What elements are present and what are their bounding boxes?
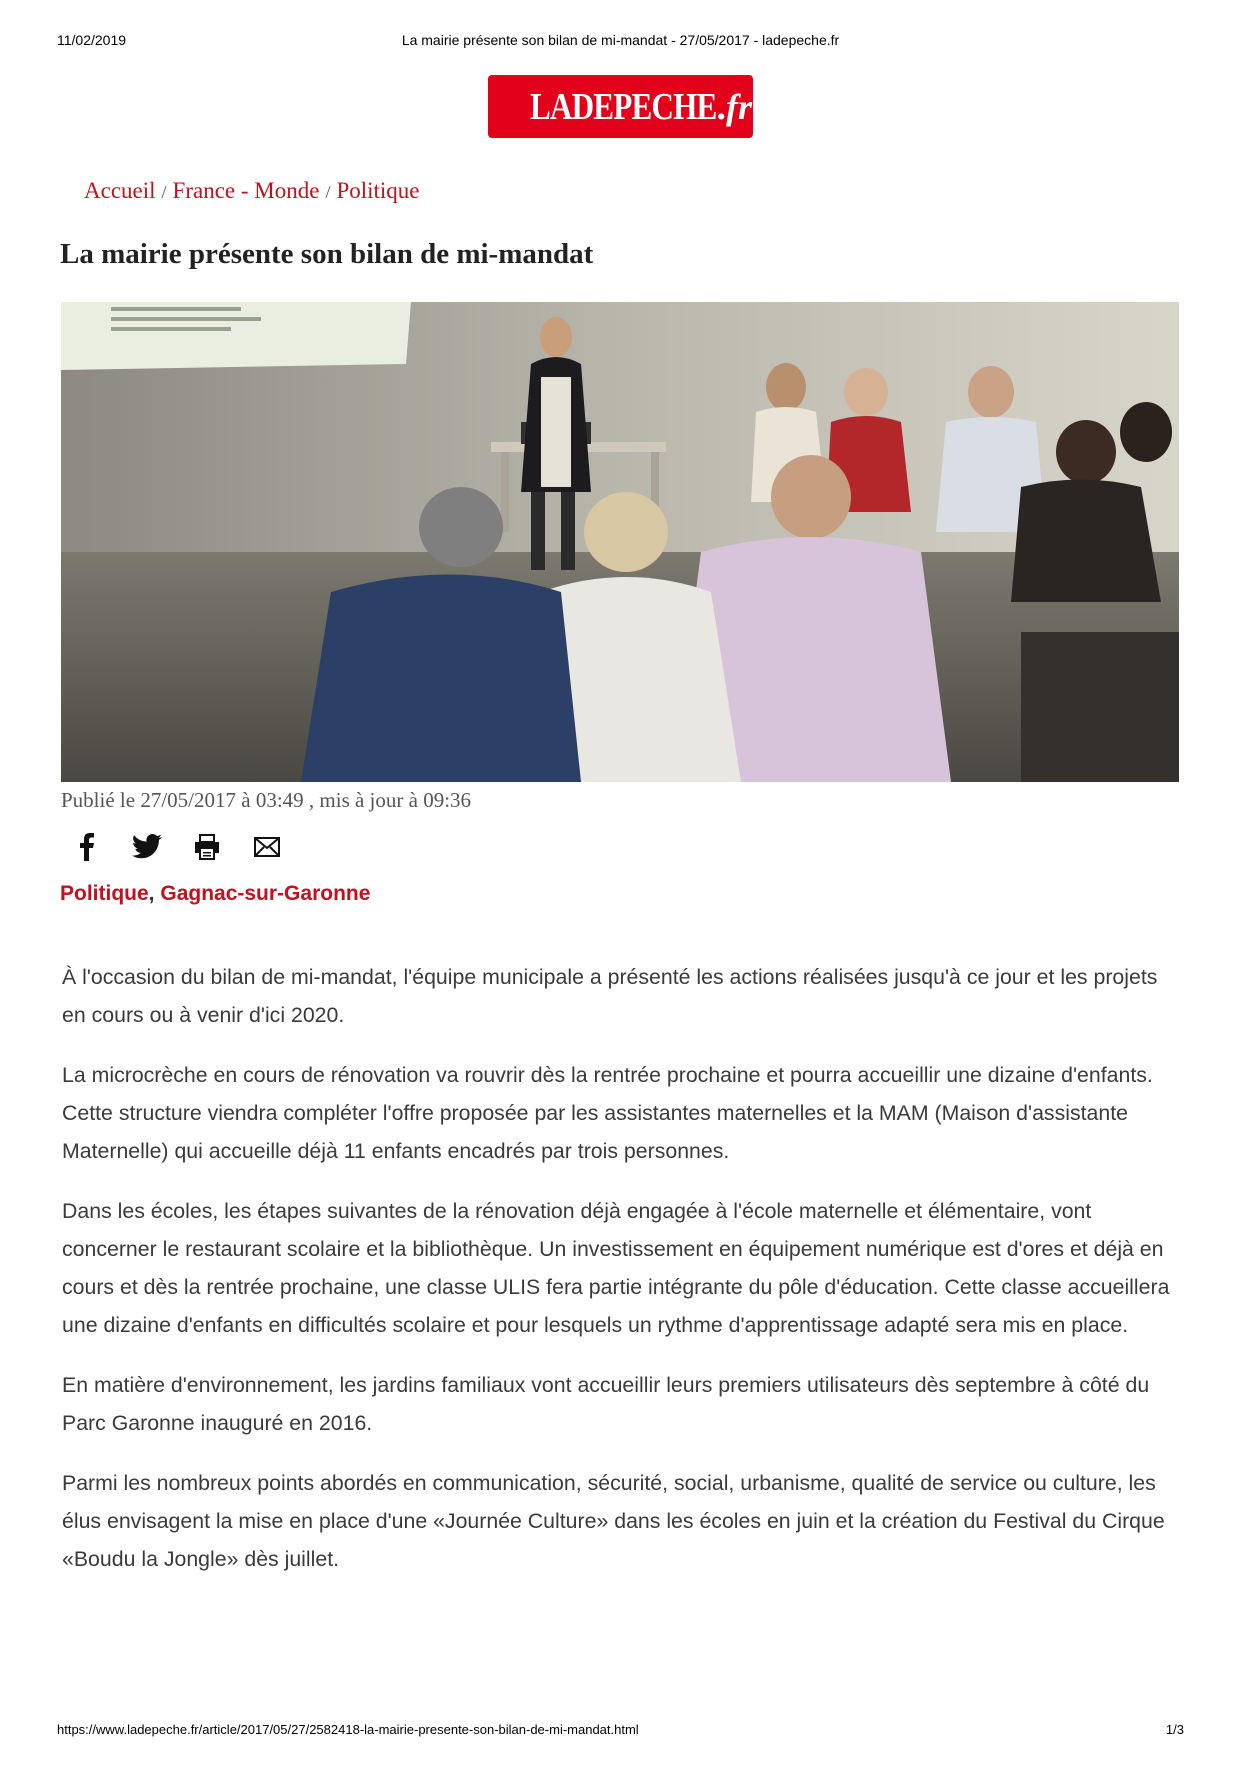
article-paragraph: Parmi les nombreux points abordés en communication, sécurité, social, urbanisme, qualité de service ou culture, les élus envisagent la mise en place d'une «Journée Culture» dans les écoles en juin et la création du Festival du Cirque «Boudu la Jongle» dès juillet.: [62, 1471, 1165, 1571]
article-tags: [60, 882, 370, 906]
breadcrumb-item-accueil[interactable]: Accueil: [84, 178, 156, 203]
tag-politique[interactable]: Politique: [60, 882, 149, 905]
article-paragraph: En matière d'environnement, les jardins familiaux vont accueillir leurs premiers utilisateurs dès septembre à côté du Parc Garonne inauguré en 2016.: [62, 1373, 1150, 1435]
breadcrumb-separator: /: [161, 182, 167, 202]
facebook-icon[interactable]: [72, 832, 102, 862]
publication-date: Publié le 27/05/2017 à 03:49 , mis à jour à 09:36: [61, 788, 472, 812]
logo-main-text: LADEPECHE: [529, 85, 717, 128]
breadcrumb-item-politique[interactable]: Politique: [336, 178, 420, 203]
print-title: La mairie présente son bilan de mi-mandat - 27/05/2017 - ladepeche.fr: [401, 32, 840, 48]
article-body: [62, 958, 1184, 1600]
email-icon[interactable]: [252, 832, 282, 862]
tag-gagnac-sur-garonne[interactable]: Gagnac-sur-Garonne: [160, 882, 371, 905]
print-icon[interactable]: [192, 832, 222, 862]
page-url: https://www.ladepeche.fr/article/2017/05/27/2582418-la-mairie-presente-son-bilan-de-mi-mandat.html: [57, 1722, 639, 1737]
breadcrumb-item-france-monde[interactable]: France - Monde: [172, 178, 320, 203]
page-number: 1/3: [1165, 1722, 1184, 1737]
share-bar: [72, 832, 282, 862]
tag-separator: ,: [148, 882, 155, 905]
breadcrumb: [84, 178, 420, 204]
print-date: 11/02/2019: [57, 32, 127, 48]
twitter-icon[interactable]: [132, 832, 162, 862]
print-header: [57, 32, 1184, 52]
logo-suffix: fr: [725, 86, 752, 127]
logo-dot: .: [716, 85, 726, 128]
breadcrumb-separator: /: [325, 182, 331, 202]
article-title: La mairie présente son bilan de mi-mandat: [60, 238, 594, 270]
article-photo: [61, 302, 1179, 782]
article-paragraph: À l'occasion du bilan de mi-mandat, l'équipe municipale a présenté les actions réalisées jusqu'à ce jour et les projets en cours ou à venir d'ici 2020.: [62, 965, 1158, 1027]
article-paragraph: Dans les écoles, les étapes suivantes de la rénovation déjà engagée à l'école maternelle et élémentaire, vont concerner le restaurant scolaire et la bibliothèque. Un investissement en équipement numérique est d'ores et déjà en cours et dès la rentrée prochaine, une classe ULIS fera partie intégrante du pôle d'éducation. Cette classe accueillera une dizaine d'enfants en difficultés scolaire et pour lesquels un rythme d'apprentissage adapté sera mis en place.: [62, 1199, 1170, 1337]
article-paragraph: La microcrèche en cours de rénovation va rouvrir dès la rentrée prochaine et pourra accueillir une dizaine d'enfants. Cette structure viendra compléter l'offre proposée par les assistantes maternelles et la MAM (Maison d'assistante Maternelle) qui accueille déjà 11 enfants encadrés par trois personnes.: [62, 1063, 1153, 1163]
site-logo[interactable]: [488, 75, 753, 138]
